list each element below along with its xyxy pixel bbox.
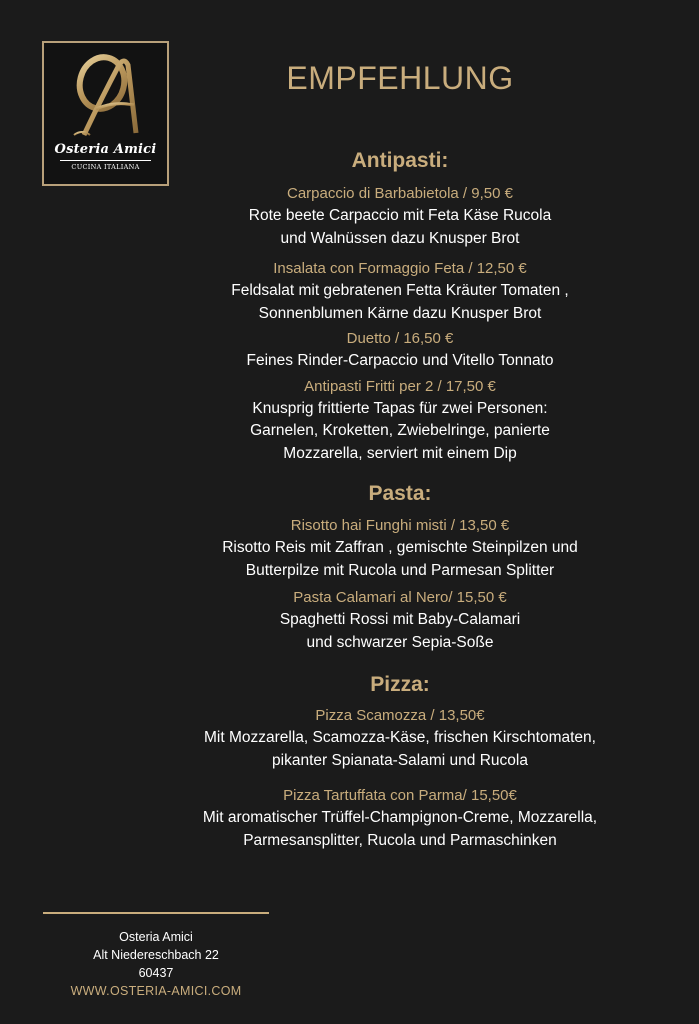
dish-description: Rote beete Carpaccio mit Feta Käse Rucola bbox=[248, 207, 552, 224]
section-pasta bbox=[140, 479, 660, 654]
logo-divider bbox=[60, 160, 151, 161]
dish-description: Feines Rinder-Carpaccio und Vitello Tonnato bbox=[246, 352, 554, 369]
page-title: EMPFEHLUNG bbox=[286, 60, 514, 96]
section-antipasti bbox=[140, 146, 660, 465]
dish-description: und schwarzer Sepia-Soße bbox=[306, 633, 494, 651]
logo-title: Osteria Amici bbox=[54, 142, 157, 157]
dish-name: Pasta Calamari al Nero/ 15,50 € bbox=[293, 589, 507, 606]
dish-name: Duetto / 16,50 € bbox=[346, 330, 454, 347]
section-pizza bbox=[140, 670, 660, 852]
footer-divider bbox=[43, 912, 269, 914]
dish-name: Insalata con Formaggio Feta / 12,50 € bbox=[273, 260, 527, 277]
dish-name: Carpaccio di Barbabietola / 9,50 € bbox=[287, 185, 513, 202]
dish-description: pikanter Spianata-Salami und Rucola bbox=[272, 751, 528, 769]
dish-description: Mozzarella, serviert mit einem Dip bbox=[283, 444, 517, 462]
dish-description: Parmesansplitter, Rucola und Parmaschinken bbox=[243, 831, 557, 849]
dish-description: Sonnenblumen Kärne dazu Knusper Brot bbox=[258, 304, 542, 322]
dish-description: Garnelen, Kroketten, Zwiebelringe, panierte bbox=[250, 422, 550, 439]
dish-description: und Walnüssen dazu Knusper Brot bbox=[280, 229, 520, 247]
footer-restaurant-name: Osteria Amici bbox=[119, 930, 193, 944]
footer-address bbox=[43, 928, 269, 1000]
dish-name: Antipasti Fritti per 2 / 17,50 € bbox=[304, 377, 496, 395]
dish-description: Mit aromatischer Trüffel-Champignon-Creme, Mozzarella, bbox=[202, 809, 598, 826]
dish-name: Risotto hai Funghi misti / 13,50 € bbox=[290, 517, 510, 534]
dish-description: Mit Mozzarella, Scamozza-Käse, frischen Kirschtomaten, bbox=[204, 729, 596, 746]
footer-zip: 60437 bbox=[138, 966, 174, 980]
dish-name: Pizza Scamozza / 13,50€ bbox=[315, 707, 485, 724]
dish-description: Feldsalat mit gebratenen Fetta Kräuter Tomaten , bbox=[231, 282, 569, 299]
dish-description: Spaghetti Rossi mit Baby-Calamari bbox=[279, 611, 521, 628]
section-title: Pizza: bbox=[370, 673, 430, 696]
dish-description: Risotto Reis mit Zaffran , gemischte Steinpilzen und bbox=[222, 539, 578, 556]
logo-subtitle: CUCINA ITALIANA bbox=[71, 163, 140, 171]
menu-list bbox=[140, 146, 660, 852]
website-link[interactable]: WWW.OSTERIA-AMICI.COM bbox=[70, 984, 242, 998]
dish-description: Butterpilze mit Rucola und Parmesan Splitter bbox=[245, 561, 555, 579]
monogram-icon bbox=[44, 43, 167, 143]
footer-street: Alt Niedereschbach 22 bbox=[93, 948, 219, 962]
section-title: Antipasti: bbox=[351, 149, 449, 172]
dish-name: Pizza Tartuffata con Parma/ 15,50€ bbox=[283, 787, 517, 804]
section-title: Pasta: bbox=[368, 482, 432, 505]
dish-description: Knusprig frittierte Tapas für zwei Personen: bbox=[252, 399, 548, 417]
